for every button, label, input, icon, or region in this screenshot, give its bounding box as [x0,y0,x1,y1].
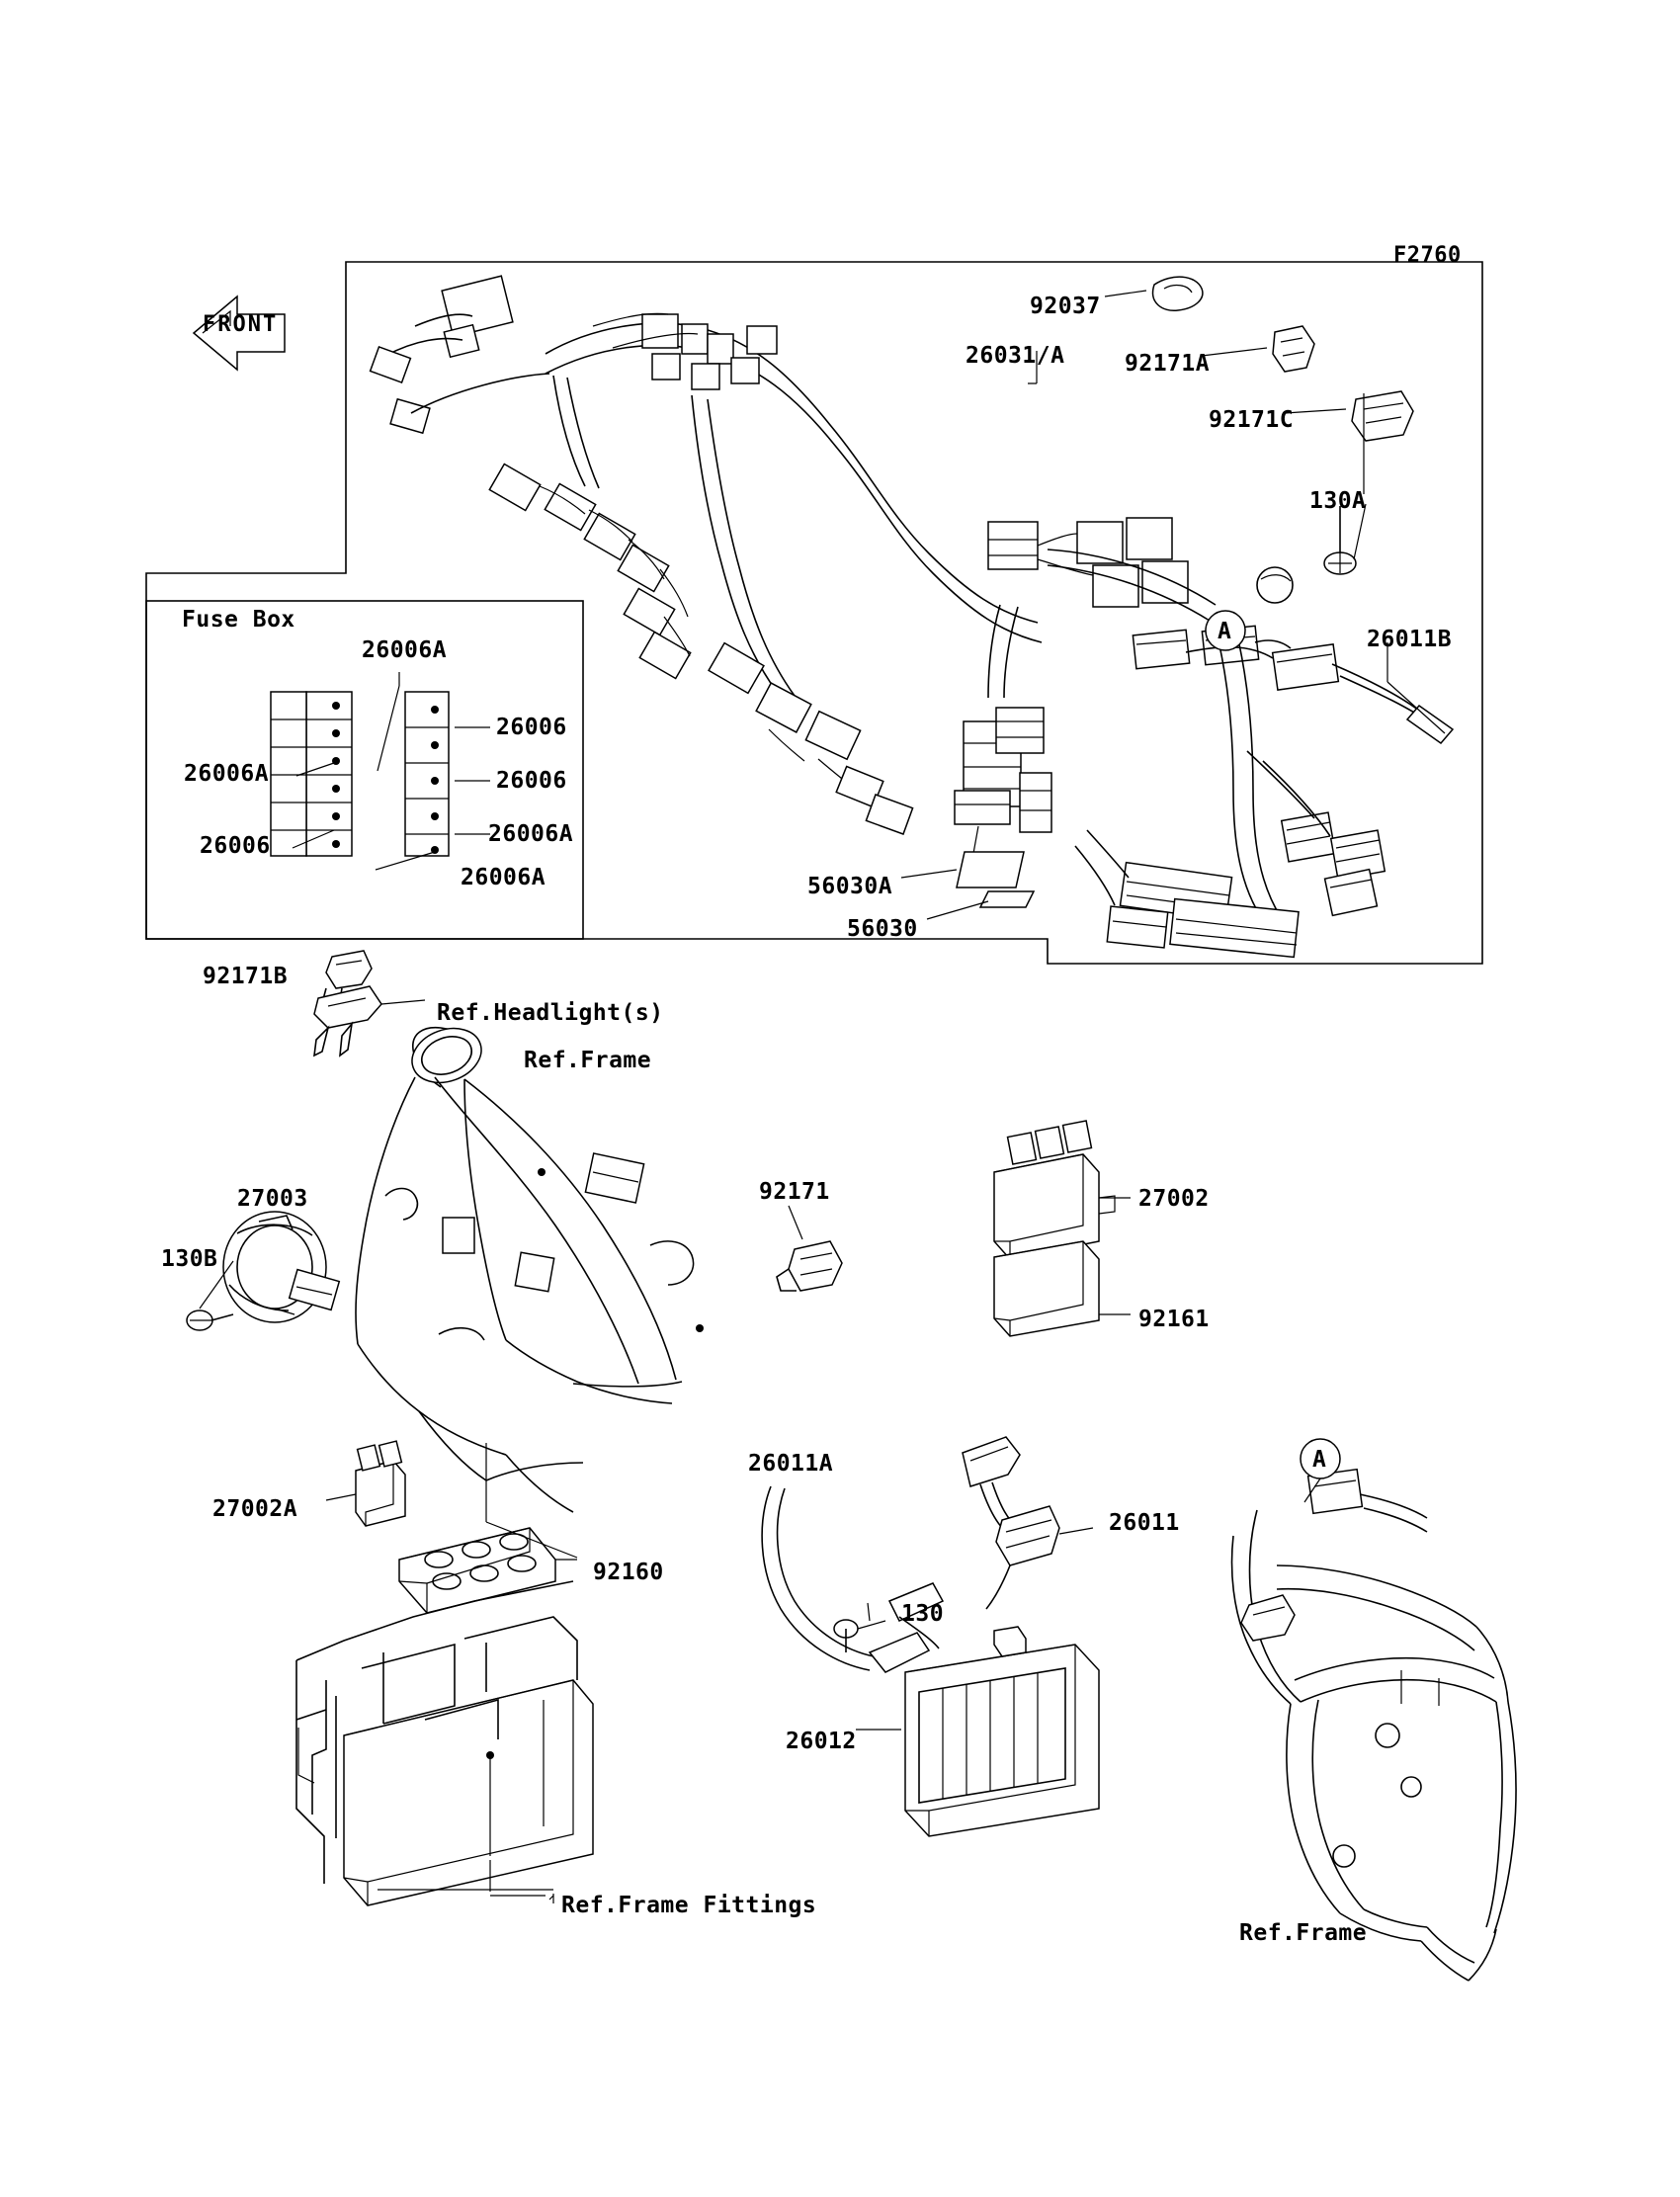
callout-56030a: 56030A [807,874,893,899]
leader-lines-right-middle [1099,1198,1131,1314]
callout-56030: 56030 [847,916,918,942]
front-arrow-label: FRONT [203,312,279,337]
igniter-27002 [994,1121,1115,1259]
callout-ref-frame-top: Ref.Frame [524,1048,652,1073]
callout-26012: 26012 [786,1729,857,1754]
callout-ref-frame-bottom: Ref.Frame [1239,1920,1368,1946]
callout-26011b: 26011B [1367,627,1453,652]
battery-case-fittings [296,1581,593,1905]
fusebox-label-left-26006: 26006 [200,833,271,859]
sheet-code: F2760 [1393,243,1462,268]
battery-lead-26011a [762,1486,943,1672]
damper-92160 [399,1528,577,1613]
ref-headlight-parts [314,986,425,1056]
fusebox-label-left-26006a: 26006A [184,761,270,787]
clip-92037 [1153,277,1203,310]
callout-27002: 27002 [1138,1186,1210,1212]
callout-26011a: 26011A [748,1451,834,1477]
ignition-switch-27003 [223,1212,339,1322]
fusebox-label-top-26006a: 26006A [362,637,448,663]
callout-92160: 92160 [593,1560,664,1585]
frame-illustration-upper [356,1019,704,1512]
callout-92171a: 92171A [1125,351,1211,377]
callout-ref-headlights: Ref.Headlight(s) [437,1000,664,1026]
marker-a-upper: A [1218,619,1232,644]
callout-92037: 92037 [1030,294,1101,319]
clip-92171a [1273,326,1314,372]
callout-92171b: 92171B [203,964,289,989]
callout-92161: 92161 [1138,1307,1210,1332]
bolt-130a [1324,506,1356,574]
fusebox-label-right-26006-2: 26006 [496,768,567,794]
callout-130a: 130A [1309,488,1367,514]
fusebox-label-right-26006a: 26006A [488,821,574,847]
marker-a-lower: A [1312,1447,1327,1473]
clip-92171c [1352,391,1413,441]
callout-92171: 92171 [759,1179,830,1205]
callout-26011: 26011 [1109,1510,1180,1536]
relay-92161 [994,1241,1099,1336]
fuse-box-title: Fuse Box [182,607,295,633]
callout-130b: 130B [161,1246,218,1272]
callout-92171c: 92171C [1209,407,1295,433]
clip-92171 [777,1206,842,1291]
battery-cable-26011 [963,1437,1093,1609]
callout-27003: 27003 [237,1186,308,1212]
callout-ref-frame-fittings: Ref.Frame Fittings [561,1893,817,1918]
callout-26031a: 26031/A [966,343,1065,369]
frame-illustration-lower [1232,1470,1516,1981]
callout-130: 130 [901,1601,945,1627]
fusebox-label-bottom-26006a: 26006A [461,865,546,890]
wiring-harness-26031 [371,276,1453,957]
relay-27002a [326,1441,405,1526]
fusebox-label-right-26006-1: 26006 [496,715,567,740]
caution-label-plates [957,852,1034,907]
callout-27002a: 27002A [212,1496,298,1522]
